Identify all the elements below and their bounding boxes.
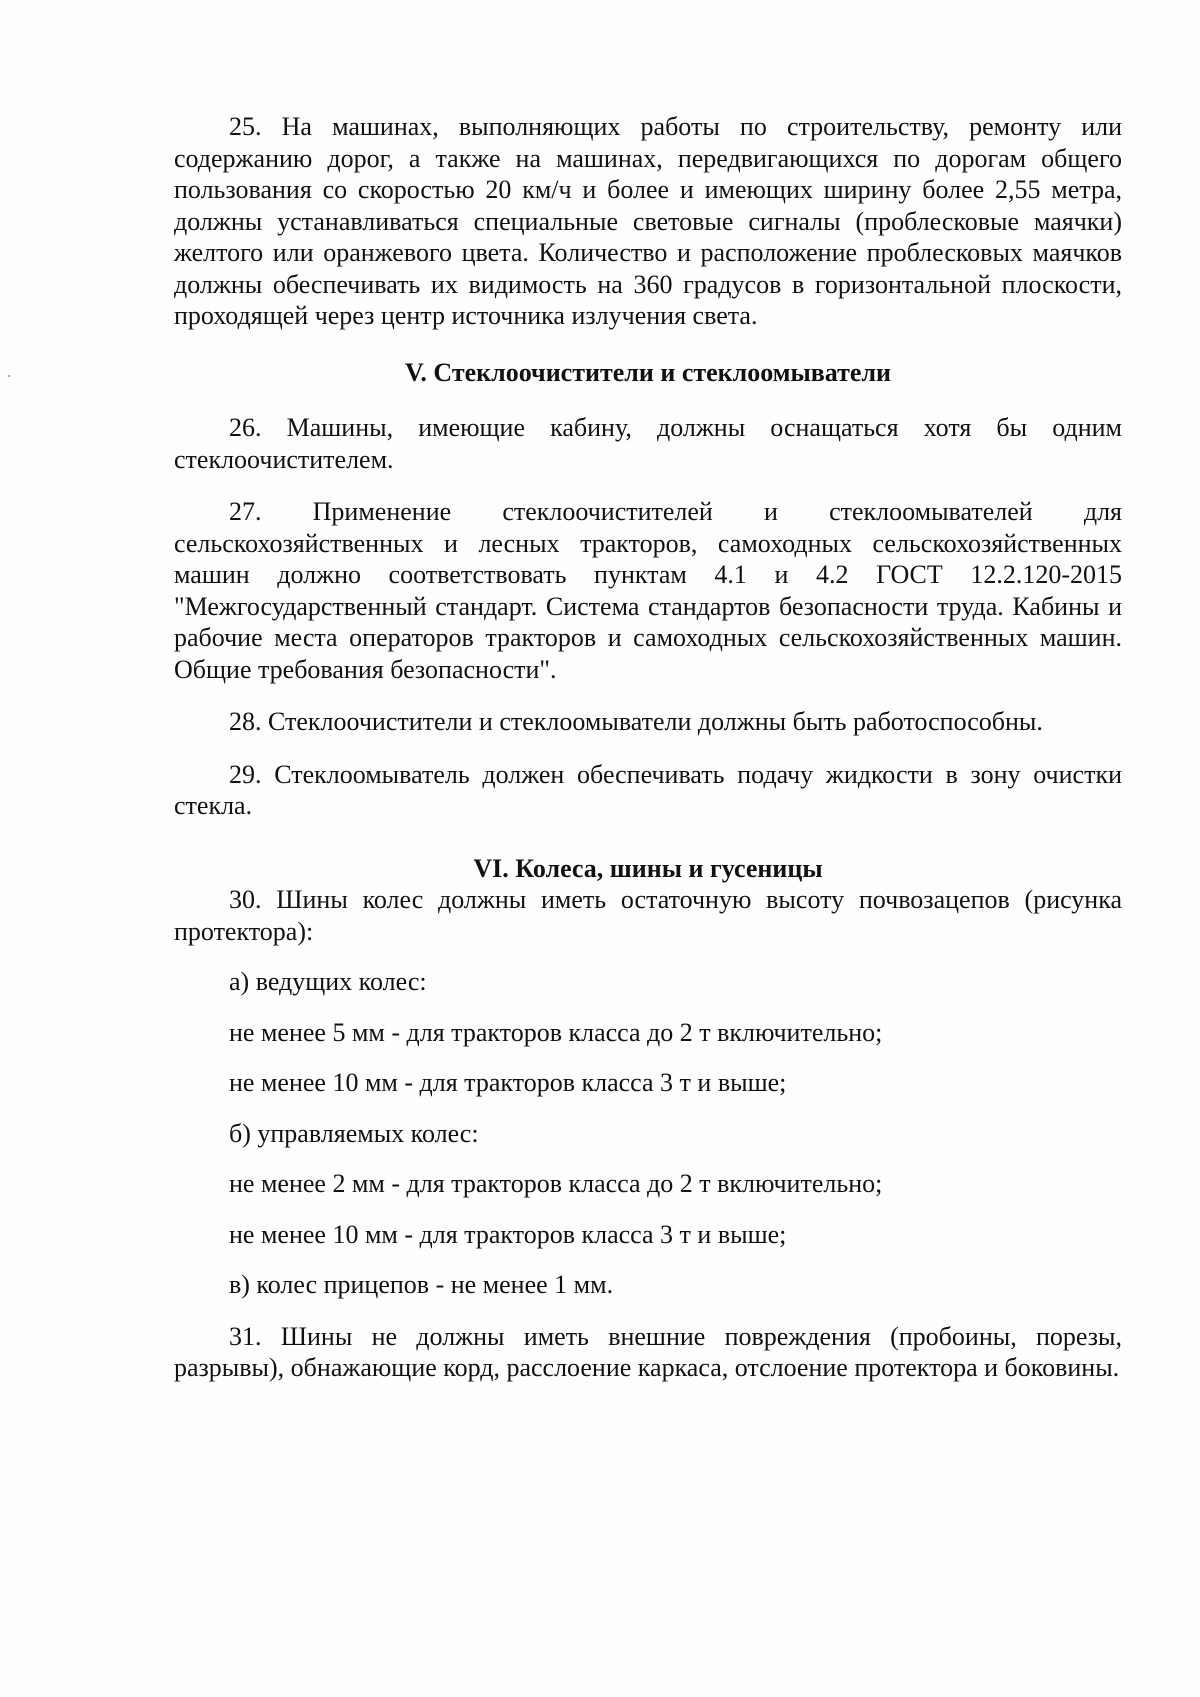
paragraph-27: 27. Применение стеклоочистителей и стеклоомывателей для сельскохозяйственных и лесных тракторов, самоходных сельскохозяйственных машин должно соответствовать пунктам 4.1 и 4.2 ГОСТ 12.2.120-2015 "Межгосударственный стандарт. Система стандартов безопасности труда. Кабины и рабочие места операторов тракторов и самоходных сельскохозяйственных машин. Общие требования безопасности". <box>174 497 1122 684</box>
list-item: не менее 10 мм - для тракторов класса 3 т и выше; <box>229 1068 787 1097</box>
section-heading-v: V. Стеклоочистители и стеклоомыватели <box>404 357 892 387</box>
paragraph-30: 30. Шины колес должны иметь остаточную высоту почвозацепов (рисунка протектора): <box>174 885 1122 946</box>
paragraph-26: 26. Машины, имеющие кабину, должны оснащаться хотя бы одним стеклоочистителем. <box>174 413 1122 474</box>
list-item: а) ведущих колес: <box>229 967 427 996</box>
list-item: не менее 10 мм - для тракторов класса 3 т и выше; <box>229 1219 787 1249</box>
document-body <box>174 111 1122 1384</box>
paragraph-25: 25. На машинах, выполняющих работы по строительству, ремонту или содержанию дорог, а также на машинах, передвигающихся по дорогам общего пользования со скоростью 20 км/ч и более и имеющих ширину более 2,55 метра, должны устанавливаться специальные световые сигналы (проблесковые маячки) желтого или оранжевого цвета. Количество и расположение проблесковых маячков должны обеспечивать их видимость на 360 градусов в горизонтальной плоскости, проходящей через центр источника излучения света. <box>174 112 1122 330</box>
paragraph-29: 29. Стеклоомыватель должен обеспечивать подачу жидкости в зону очистки стекла. <box>174 759 1122 820</box>
scan-speck <box>8 375 10 377</box>
paragraph-31: 31. Шины не должны иметь внешние повреждения (пробоины, порезы, разрывы), обнажающие корд, расслоение каркаса, отслоение протектора и боковины. <box>174 1321 1122 1382</box>
list-item: не менее 2 мм - для тракторов класса до 2 т включительно; <box>229 1169 883 1198</box>
list-item: не менее 5 мм - для тракторов класса до 2 т включительно; <box>229 1017 883 1047</box>
paragraph-28: 28. Стеклоочистители и стеклоомыватели должны быть работоспособны. <box>229 707 1043 736</box>
list-item: б) управляемых колес: <box>229 1118 479 1148</box>
list-item: в) колес прицепов - не менее 1 мм. <box>229 1270 614 1299</box>
section-heading-vi: VI. Колеса, шины и гусеницы <box>473 853 823 883</box>
